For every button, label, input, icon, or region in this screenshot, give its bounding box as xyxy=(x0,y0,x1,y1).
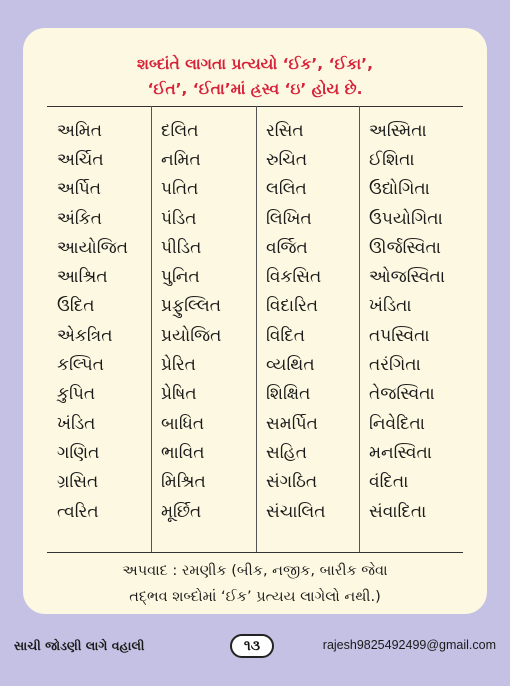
page-number: ૧૩ xyxy=(230,634,274,658)
word-cell: કુપિત xyxy=(57,384,96,405)
word-cell: રસિત xyxy=(266,120,304,141)
heading-line-2: ‘ઈત’, ‘ઈતા’માં હ્રસ્વ ‘ઇ’ હોય છે. xyxy=(147,80,363,98)
word-cell: ઊર્જસ્વિતા xyxy=(369,237,441,258)
word-cell: લલિત xyxy=(266,179,307,200)
book-title: સાચી જોડણી લાગે વહાલી xyxy=(14,638,145,653)
exception-line-2: તદ્ભવ શબ્દોમાં ‘ઈક’ પ્રત્યય લાગેલો નથી.) xyxy=(129,589,381,605)
word-cell: વર્જિત xyxy=(266,237,308,258)
table-row xyxy=(47,292,463,321)
word-cell: પ્રફુલ્લિત xyxy=(161,296,221,317)
word-cell: સંગઠિત xyxy=(266,472,318,493)
word-cell: ઈશિતા xyxy=(369,149,415,170)
word-cell: તેજસ્વિતા xyxy=(369,384,435,405)
word-cell: પીડિત xyxy=(161,237,202,258)
word-cell: મૂર્છિત xyxy=(161,501,202,522)
word-cell: અસ્મિતા xyxy=(369,120,427,141)
word-cell: વિકસિત xyxy=(266,267,322,288)
word-cell: વિદિત xyxy=(266,325,306,346)
word-cell: વંદિતા xyxy=(369,472,409,493)
table-row xyxy=(47,233,463,262)
word-table xyxy=(47,116,463,526)
word-cell: ગણિત xyxy=(57,442,100,463)
word-cell: નમિત xyxy=(161,149,201,170)
word-cell: વ્યથિત xyxy=(266,355,315,376)
word-cell: ઓજસ્વિતા xyxy=(369,267,445,288)
table-row xyxy=(47,350,463,379)
word-cell: નિવેદિતા xyxy=(369,413,425,434)
word-cell: રુચિત xyxy=(266,149,308,170)
word-cell: સંવાદિતા xyxy=(369,501,427,522)
word-cell: કલ્પિત xyxy=(57,355,104,376)
word-cell: મિશ્રિત xyxy=(161,472,206,493)
word-cell: ત્વરિત xyxy=(57,501,99,522)
word-cell: ખંડિત xyxy=(57,413,96,434)
table-row xyxy=(47,497,463,526)
word-cell: સંચાલિત xyxy=(266,501,326,522)
word-cell: તપસ્વિતા xyxy=(369,325,430,346)
table-row xyxy=(47,116,463,145)
exception-line-1: અપવાદ : રમણીક (બીક, નજીક, બારીક જેવા xyxy=(122,563,388,579)
word-cell: ગ્રસિત xyxy=(57,472,99,493)
word-cell: ભાવિત xyxy=(161,442,205,463)
word-cell: અર્પિત xyxy=(57,179,102,200)
word-cell: આયોજિત xyxy=(57,237,128,258)
table-row xyxy=(47,145,463,174)
table-row xyxy=(47,175,463,204)
table-row xyxy=(47,262,463,291)
word-cell: આશ્રિત xyxy=(57,267,108,288)
word-cell: અર્ચિત xyxy=(57,149,104,170)
author-email: rajesh9825492499@gmail.com xyxy=(322,638,496,652)
word-cell: અમિત xyxy=(57,120,103,141)
word-cell: પંડિત xyxy=(161,208,197,229)
table-row xyxy=(47,468,463,497)
word-cell: સહિત xyxy=(266,442,307,463)
word-cell: ઉદ્યોગિતા xyxy=(369,179,430,200)
word-cell: ખંડિતા xyxy=(369,296,412,317)
rule-heading xyxy=(23,52,487,102)
table-row xyxy=(47,321,463,350)
word-cell: દલિત xyxy=(161,120,199,141)
word-cell: મનસ્વિતા xyxy=(369,442,432,463)
exception-note xyxy=(23,558,487,610)
table-top-rule xyxy=(47,106,463,107)
table-bottom-rule xyxy=(47,552,463,553)
table-row xyxy=(47,438,463,467)
heading-line-1: શબ્દાંતે લાગતા પ્રત્યયો ‘ઈક’, ‘ઈકા’, xyxy=(137,55,373,73)
word-cell: પુનિત xyxy=(161,267,200,288)
table-row xyxy=(47,380,463,409)
word-cell: અંકિત xyxy=(57,208,103,229)
word-cell: પ્રેષિત xyxy=(161,384,197,405)
word-cell: શિક્ષિત xyxy=(266,384,311,405)
word-cell: સમર્પિત xyxy=(266,413,318,434)
word-cell: વિદારિત xyxy=(266,296,319,317)
word-cell: તરંગિતા xyxy=(369,355,421,376)
page-footer xyxy=(0,632,510,662)
word-cell: પતિત xyxy=(161,179,199,200)
word-cell: ઉદિત xyxy=(57,296,95,317)
word-cell: લિખિત xyxy=(266,208,312,229)
table-row xyxy=(47,409,463,438)
word-cell: પ્રેરિત xyxy=(161,355,196,376)
table-row xyxy=(47,204,463,233)
word-cell: પ્રયોજિત xyxy=(161,325,222,346)
word-cell: બાધિત xyxy=(161,413,205,434)
content-card xyxy=(23,28,487,614)
word-cell: એકત્રિત xyxy=(57,325,113,346)
word-cell: ઉપયોગિતા xyxy=(369,208,443,229)
